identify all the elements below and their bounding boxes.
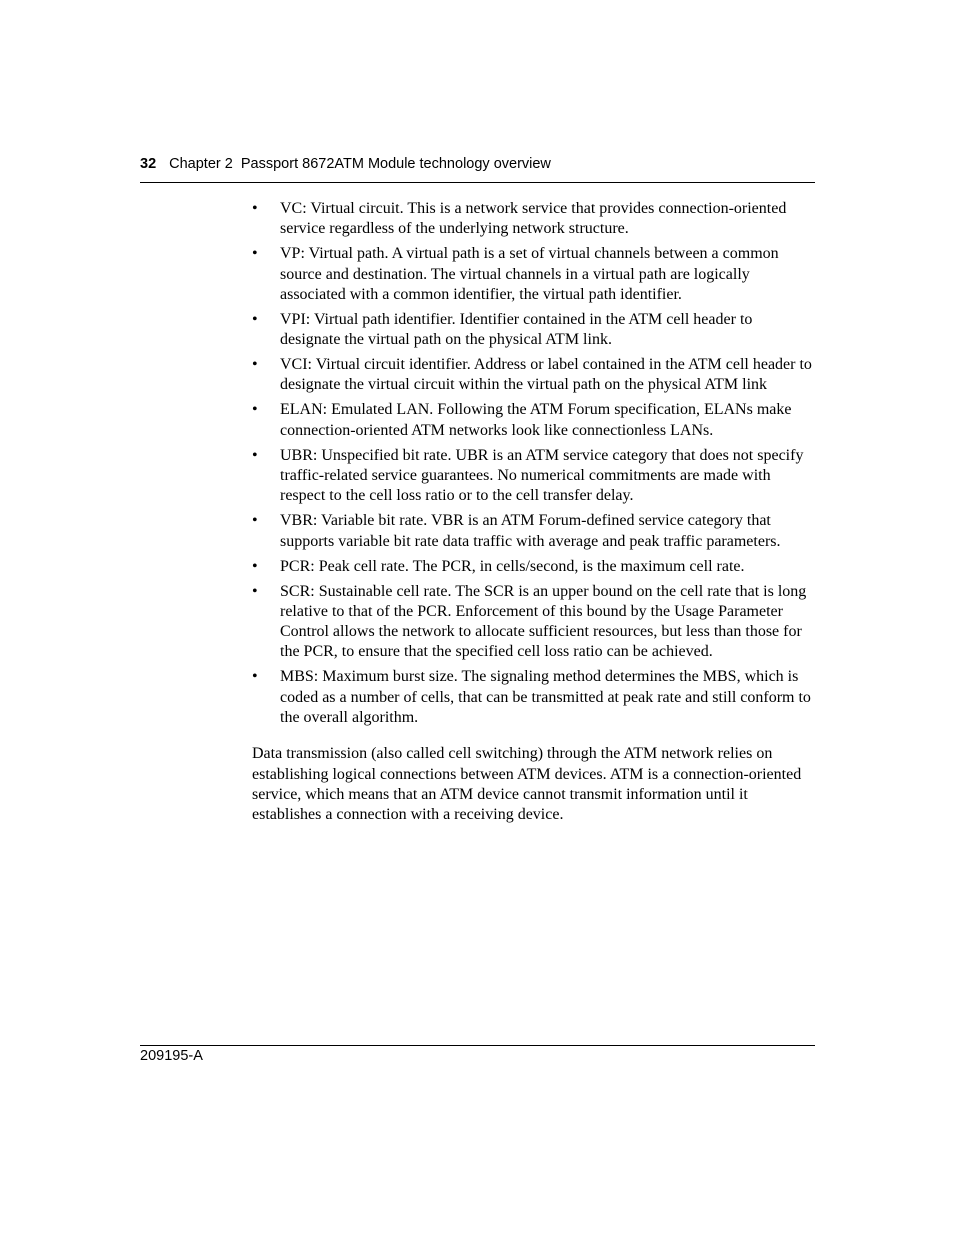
list-item-text: VC: Virtual circuit. This is a network service that provides connection-oriented service regardless of the underlying network structure. <box>280 200 787 238</box>
list-item <box>252 667 815 728</box>
list-item <box>252 310 815 351</box>
list-item-text: VBR: Variable bit rate. VBR is an ATM Forum-defined service category that supports variable bit rate data traffic with average and peak traffic parameters. <box>280 512 781 550</box>
list-item <box>252 557 815 577</box>
list-item-text: UBR: Unspecified bit rate. UBR is an ATM service category that does not specify traffic-related service guarantees. No numerical commitments are made with respect to the cell loss ratio or to the cell transfer delay. <box>280 446 804 505</box>
bullet-icon: • <box>252 401 258 419</box>
header-rule <box>140 182 815 183</box>
list-item-text: VP: Virtual path. A virtual path is a set of virtual channels between a common source and destination. The virtual channels in a virtual path are logically associated with a common identifier, the virtual path identifier. <box>280 245 779 303</box>
bullet-icon: • <box>252 245 258 263</box>
list-item-text: MBS: Maximum burst size. The signaling method determines the MBS, which is coded as a number of cells, that can be transmitted at peak rate and still conform to the overall algorithm. <box>280 668 811 727</box>
list-item <box>252 199 815 240</box>
list-item-text: SCR: Sustainable cell rate. The SCR is an upper bound on the cell rate that is long relative to that of the PCR. Enforcement of this bound by the Usage Parameter Control allows the network to allocate sufficient resources, but less than those for the PCR, to ensure that the specified cell loss ratio can be achieved. <box>280 582 807 661</box>
running-title: Chapter 2 Passport 8672ATM Module technology overview <box>169 156 551 172</box>
bullet-icon: • <box>252 310 258 328</box>
bullet-icon: • <box>252 668 258 686</box>
list-item-text: PCR: Peak cell rate. The PCR, in cells/second, is the maximum cell rate. <box>280 557 745 575</box>
bullet-icon: • <box>252 557 258 575</box>
page-number: 32 <box>140 156 157 172</box>
list-item-text: VCI: Virtual circuit identifier. Address or label contained in the ATM cell header to designate the virtual circuit within the virtual path on the physical ATM link <box>280 356 812 394</box>
term-list <box>252 199 815 728</box>
footer-rule <box>140 1045 815 1046</box>
list-item <box>252 244 815 305</box>
list-item-text: ELAN: Emulated LAN. Following the ATM Forum specification, ELANs make connection-oriented ATM networks look like connectionless LANs. <box>280 401 792 439</box>
running-header <box>140 156 815 172</box>
bullet-icon: • <box>252 446 258 464</box>
bullet-icon: • <box>252 512 258 530</box>
list-item <box>252 355 815 396</box>
list-item <box>252 446 815 507</box>
list-item-text: VPI: Virtual path identifier. Identifier contained in the ATM cell header to designate the virtual path on the physical ATM link. <box>280 310 753 349</box>
bullet-icon: • <box>252 356 258 374</box>
list-item <box>252 400 815 441</box>
document-number: 209195-A <box>140 1048 203 1064</box>
list-item <box>252 511 815 552</box>
list-item <box>252 582 815 663</box>
bullet-icon: • <box>252 582 258 600</box>
body-paragraph: Data transmission (also called cell switching) through the ATM network relies on establishing logical connections between ATM devices. ATM is a connection-oriented service, which means that an ATM device cannot transmit information until it establishes a connection with a receiving device. <box>252 745 802 824</box>
page-body <box>252 199 815 826</box>
bullet-icon: • <box>252 200 258 217</box>
